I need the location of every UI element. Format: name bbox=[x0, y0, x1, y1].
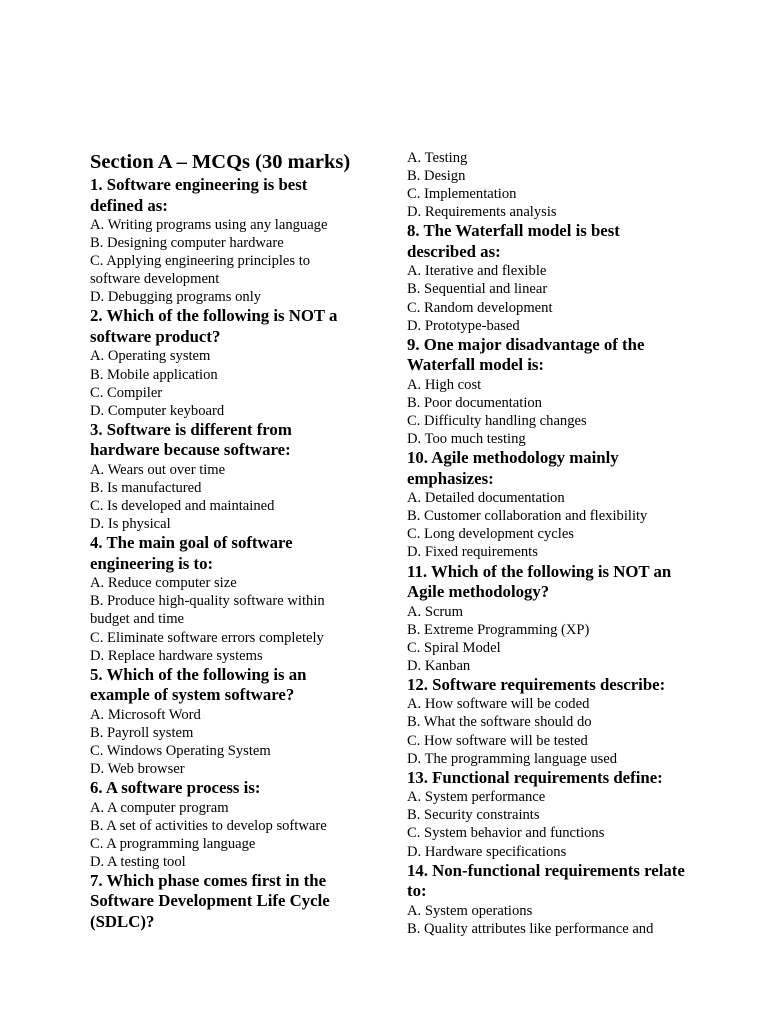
question-block bbox=[407, 861, 692, 938]
answer-option: B. Extreme Programming (XP) bbox=[407, 621, 590, 638]
answer-option: C. Is developed and maintained bbox=[90, 498, 275, 515]
question-text: 9. One major disadvantage of the Waterfall model is: bbox=[407, 334, 645, 375]
answer-option: D. Replace hardware systems bbox=[90, 647, 263, 664]
answer-option: A. Wears out over time bbox=[90, 461, 226, 478]
question-text: 10. Agile methodology mainly emphasizes: bbox=[407, 448, 619, 488]
answer-option: C. Compiler bbox=[90, 384, 163, 401]
answer-option: A. How software will be coded bbox=[407, 696, 590, 713]
answer-option: B. Security constraints bbox=[407, 807, 540, 824]
answer-option: B. Is manufactured bbox=[90, 479, 202, 496]
answer-option: A. High cost bbox=[407, 376, 482, 393]
question-text: 7. Which phase comes first in the Software Development Life Cycle (SDLC)? bbox=[90, 870, 330, 931]
answer-option: B. Mobile application bbox=[90, 366, 218, 383]
answer-option: C. Difficulty handling changes bbox=[407, 412, 587, 429]
answer-option: A. Reduce computer size bbox=[90, 575, 237, 592]
question-block bbox=[90, 420, 360, 533]
answer-option: A. A computer program bbox=[90, 799, 229, 816]
answer-option: C. Long development cycles bbox=[407, 526, 574, 543]
question-text: 4. The main goal of software engineering is to: bbox=[90, 533, 293, 573]
section-title: Section A – MCQs (30 marks) bbox=[90, 151, 351, 173]
answer-option: D. Fixed requirements bbox=[407, 544, 538, 561]
answer-option: C. Applying engineering principles to software development bbox=[90, 253, 311, 288]
question-block bbox=[407, 675, 692, 768]
answer-option: C. Implementation bbox=[407, 186, 517, 203]
answer-option: D. Is physical bbox=[90, 516, 171, 533]
question-block bbox=[90, 306, 360, 419]
answer-option: C. Windows Operating System bbox=[90, 742, 271, 759]
question-text: 2. Which of the following is NOT a software product? bbox=[90, 306, 338, 346]
answer-option: D. Prototype-based bbox=[407, 317, 520, 334]
answer-option: A. System performance bbox=[407, 789, 546, 806]
question-block bbox=[407, 149, 692, 221]
question-text: 3. Software is different from hardware because software: bbox=[90, 419, 292, 460]
left-column bbox=[90, 149, 360, 932]
answer-option: B. What the software should do bbox=[407, 714, 592, 731]
answer-option: B. Payroll system bbox=[90, 724, 194, 741]
question-block bbox=[407, 768, 692, 861]
question-text: 6. A software process is: bbox=[90, 778, 261, 798]
question-block bbox=[90, 665, 360, 778]
answer-option: D. Requirements analysis bbox=[407, 204, 557, 221]
question-text: 14. Non-functional requirements relate to: bbox=[407, 860, 685, 901]
answer-option: A. Iterative and flexible bbox=[407, 263, 547, 280]
answer-option: C. Random development bbox=[407, 299, 553, 316]
question-block bbox=[90, 778, 360, 871]
answer-option: C. System behavior and functions bbox=[407, 825, 605, 842]
question-block bbox=[407, 335, 692, 448]
right-question-list bbox=[407, 149, 692, 938]
answer-option: D. A testing tool bbox=[90, 853, 186, 870]
answer-option: C. A programming language bbox=[90, 835, 256, 852]
question-text: 5. Which of the following is an example of system software? bbox=[90, 664, 307, 705]
answer-option: D. Debugging programs only bbox=[90, 289, 262, 306]
answer-option: B. Design bbox=[407, 168, 466, 185]
answer-option: B. Sequential and linear bbox=[407, 281, 548, 298]
left-question-list bbox=[90, 175, 360, 932]
answer-option: D. Computer keyboard bbox=[90, 402, 225, 419]
answer-option: D. The programming language used bbox=[407, 750, 618, 767]
question-block bbox=[407, 562, 692, 675]
question-text: 11. Which of the following is NOT an Agile methodology? bbox=[407, 561, 672, 601]
question-text: 13. Functional requirements define: bbox=[407, 767, 663, 787]
question-text: 8. The Waterfall model is best described as: bbox=[407, 221, 620, 261]
answer-option: B. Poor documentation bbox=[407, 394, 542, 411]
answer-option: D. Hardware specifications bbox=[407, 843, 567, 860]
answer-option: C. Spiral Model bbox=[407, 639, 501, 656]
answer-option: B. Quality attributes like performance and bbox=[407, 920, 654, 937]
question-block bbox=[407, 448, 692, 561]
question-block bbox=[90, 175, 360, 306]
question-text: 1. Software engineering is best defined as: bbox=[90, 175, 308, 215]
question-block bbox=[90, 871, 360, 933]
answer-option: D. Too much testing bbox=[407, 431, 526, 448]
question-block bbox=[90, 533, 360, 664]
answer-option: D. Kanban bbox=[407, 657, 471, 674]
answer-option: A. Writing programs using any language bbox=[90, 217, 328, 233]
answer-option: D. Web browser bbox=[90, 760, 185, 777]
question-block bbox=[407, 221, 692, 334]
answer-option: A. Testing bbox=[407, 150, 468, 166]
answer-option: B. A set of activities to develop software bbox=[90, 817, 327, 834]
question-text: 12. Software requirements describe: bbox=[407, 674, 666, 694]
answer-option: A. Operating system bbox=[90, 348, 211, 365]
answer-option: A. Scrum bbox=[407, 603, 463, 620]
answer-option: A. System operations bbox=[407, 902, 533, 919]
answer-option: B. Produce high-quality software within budget and time bbox=[90, 593, 325, 628]
answer-option: A. Microsoft Word bbox=[90, 706, 201, 723]
answer-option: C. How software will be tested bbox=[407, 732, 588, 749]
answer-option: B. Customer collaboration and flexibility bbox=[407, 508, 648, 525]
answer-option: A. Detailed documentation bbox=[407, 490, 565, 507]
answer-option: C. Eliminate software errors completely bbox=[90, 629, 324, 646]
right-column bbox=[407, 149, 692, 938]
answer-option: B. Designing computer hardware bbox=[90, 235, 284, 252]
